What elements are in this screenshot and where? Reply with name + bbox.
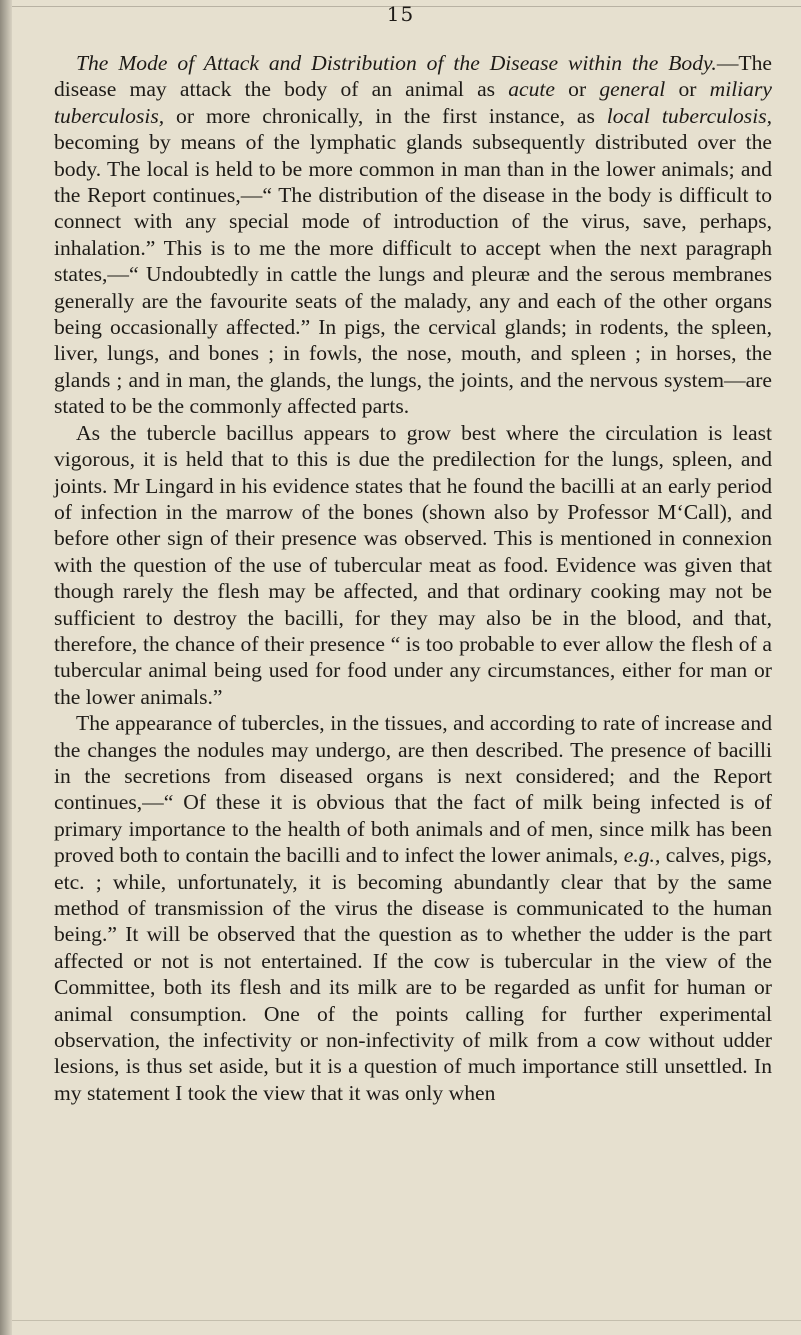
p1-text-3: or — [665, 77, 710, 102]
p1-text-4: or more chronically, in the first instance, as — [164, 103, 607, 128]
section-heading: The Mode of Attack and Distribution of the Disease within the Body. — [76, 51, 717, 75]
page-edge-shadow — [0, 0, 12, 1335]
p3-em-eg: e.g., — [623, 843, 661, 868]
p1-em-acute: acute — [508, 77, 555, 102]
paragraph-1 — [54, 50, 772, 420]
p3-text-1: The appearance of tubercles, in the tissues, and according to rate of increase and the changes the nodules may undergo, are then described. The presence of bacilli in the secretions from diseased organs is next considered; and the Report continues,—“ Of these it is obvious that the fact of milk being infected is of primary importance to the health of both animals and of men, since milk has been proved both to contain the bacilli and to infect the lower animals, — [54, 711, 772, 868]
page-number: 15 — [386, 2, 415, 26]
paragraph-3 — [54, 710, 772, 1106]
p1-text-2: or — [555, 77, 600, 102]
bottom-rule — [12, 1320, 801, 1321]
body-text — [54, 50, 772, 1106]
p1-text-5: becoming by means of the lymphatic glands subsequently distributed over the body. The local is held to be more common in man than in the lower animals; and the Report continues,—“ The distribution of the disease in the body is difficult to connect with any special mode of introduction of the virus, save, perhaps, inhalation.” This is to me the more difficult to accept when the next paragraph states,—“ Undoubtedly in cattle the lungs and pleuræ and the serous membranes generally are the favourite seats of the malady, any and each of the other organs being occasionally affected.” In pigs, the cervical glands; in rodents, the spleen, liver, lungs, and bones ; in fowls, the nose, mouth, and spleen ; in horses, the glands ; and in man, the glands, the lungs, the joints, and the nervous system—are stated to be the commonly affected parts. — [54, 130, 772, 419]
paragraph-2: As the tubercle bacillus appears to grow best where the circulation is least vigorous, it is held that to this is due the predilection for the lungs, spleen, and joints. Mr Lingard in his evidence states that he found the bacilli at an early period of infection in the marrow of the bones (shown also by Professor M‘Call), and before other sign of their presence was observed. This is mentioned in connexion with the question of the use of tubercular meat as food. Evidence was given that though rarely the flesh may be affected, and that ordinary cooking may not be sufficient to destroy the bacilli, for they may also be in the blood, and that, therefore, the chance of their presence “ is too probable to ever allow the flesh of a tubercular animal being used for food under any circumstances, either for man or the lower animals.” — [54, 420, 772, 709]
p1-em-miliary: miliary tuberculosis, — [54, 77, 772, 128]
p1-text-1: —The disease may attack the body of an animal as — [54, 51, 772, 102]
p1-em-general: general — [599, 77, 666, 102]
p3-text-2: calves, pigs, etc. ; while, unfortunately, it is becoming abundantly clear that by the same method of transmission of the virus the disease is communicated to the human being.” It will be observed that the question as to whether the udder is the part affected or not is not entertained. If the cow is tubercular in the view of the Committee, both its flesh and its milk are to be regarded as unfit for human or animal consumption. One of the points calling for further experimental observation, the infectivity or non-infectivity of milk from a cow without udder lesions, is thus set aside, but it is a question of much importance still unsettled. In my statement I took the view that it was only when — [54, 843, 773, 1105]
p1-em-local: local tuberculosis, — [606, 103, 772, 128]
